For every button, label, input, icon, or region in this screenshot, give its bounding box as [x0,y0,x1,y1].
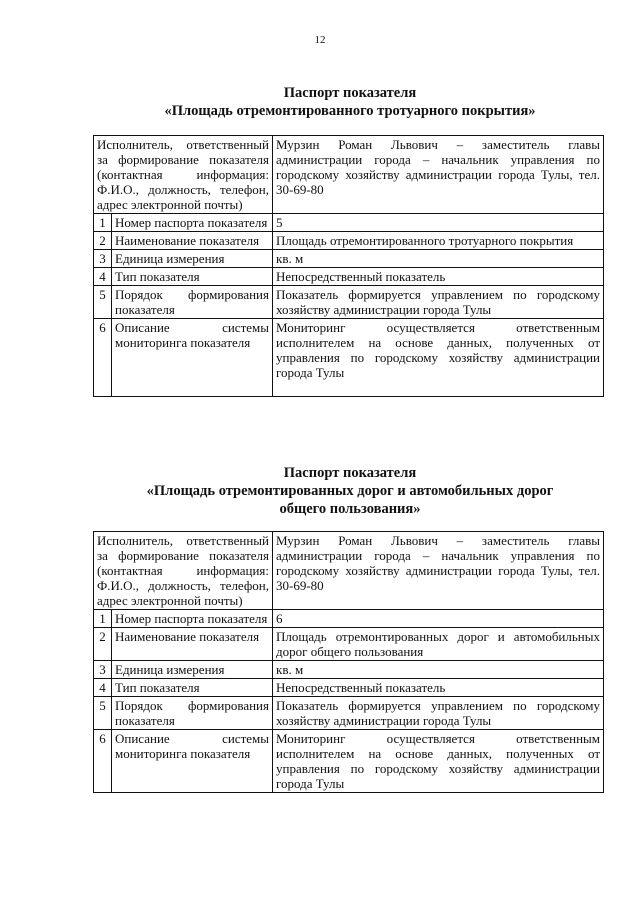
table-row [94,610,604,628]
table-row [94,232,604,250]
row-value: кв. м [273,250,604,268]
row-label: Наименование показателя [112,232,273,250]
table-row [94,286,604,319]
table-row [94,697,604,730]
row-label: Наименование показателя [112,628,273,661]
row-value: Площадь отремонтированного тротуарного покрытия [273,232,604,250]
row-label: Тип показателя [112,268,273,286]
row-number: 6 [94,730,112,793]
row-number: 6 [94,319,112,397]
row-label: Описание системы мониторинга показателя [112,730,273,793]
row-label: Порядок формирования показателя [112,286,273,319]
table-row [94,532,604,610]
row-value: Мониторинг осуществляется ответственным исполнителем на основе данных, полученных от управления по городскому хозяйству администрации города Тулы [273,730,604,793]
row-value: 6 [273,610,604,628]
row-number: 1 [94,610,112,628]
table-row [94,679,604,697]
table-row [94,730,604,793]
executor-value: Мурзин Роман Львович – заместитель главы администрации города – начальник управления по городскому хозяйству администрации города Тулы, тел. 30-69-80 [273,532,604,610]
row-value: 5 [273,214,604,232]
row-number: 3 [94,250,112,268]
row-label: Единица измерения [112,661,273,679]
row-value: Показатель формируется управлением по городскому хозяйству администрации города Тулы [273,697,604,730]
row-number: 4 [94,268,112,286]
passport-table [93,531,604,793]
passport-title [60,464,640,518]
passport-title-line: «Площадь отремонтированных дорог и автомобильных дорог [146,483,554,499]
table-row [94,268,604,286]
row-value: Непосредственный показатель [273,268,604,286]
passport-title-line: общего пользования» [279,501,421,517]
row-value: Непосредственный показатель [273,679,604,697]
row-number: 2 [94,628,112,661]
executor-value: Мурзин Роман Львович – заместитель главы администрации города – начальник управления по городскому хозяйству администрации города Тулы, тел. 30-69-80 [273,136,604,214]
row-number: 5 [94,286,112,319]
row-value: кв. м [273,661,604,679]
row-label: Номер паспорта показателя [112,214,273,232]
passport-title-line: «Площадь отремонтированного тротуарного покрытия» [164,103,536,119]
executor-label: Исполнитель, ответственный за формирование показателя (контактная информация: Ф.И.О., должность, телефон, адрес электронной почты) [94,532,273,610]
row-number: 4 [94,679,112,697]
row-number: 3 [94,661,112,679]
row-label: Порядок формирования показателя [112,697,273,730]
passport-title-line: Паспорт показателя [283,465,417,481]
row-number: 1 [94,214,112,232]
row-number: 5 [94,697,112,730]
row-number: 2 [94,232,112,250]
executor-label: Исполнитель, ответственный за формирование показателя (контактная информация: Ф.И.О., должность, телефон, адрес электронной почты) [94,136,273,214]
passport-title-line: Паспорт показателя [283,85,417,101]
passport-title [60,84,640,120]
row-value: Мониторинг осуществляется ответственным исполнителем на основе данных, полученных от управления по городскому хозяйству администрации города Тулы [273,319,604,397]
row-label: Тип показателя [112,679,273,697]
passport-table [93,135,604,397]
row-label: Номер паспорта показателя [112,610,273,628]
row-value: Площадь отремонтированных дорог и автомобильных дорог общего пользования [273,628,604,661]
row-label: Описание системы мониторинга показателя [112,319,273,397]
table-row [94,319,604,397]
table-row [94,628,604,661]
row-value: Показатель формируется управлением по городскому хозяйству администрации города Тулы [273,286,604,319]
table-row [94,214,604,232]
row-label: Единица измерения [112,250,273,268]
table-row [94,661,604,679]
page-number: 12 [314,34,326,46]
table-row [94,250,604,268]
table-row [94,136,604,214]
